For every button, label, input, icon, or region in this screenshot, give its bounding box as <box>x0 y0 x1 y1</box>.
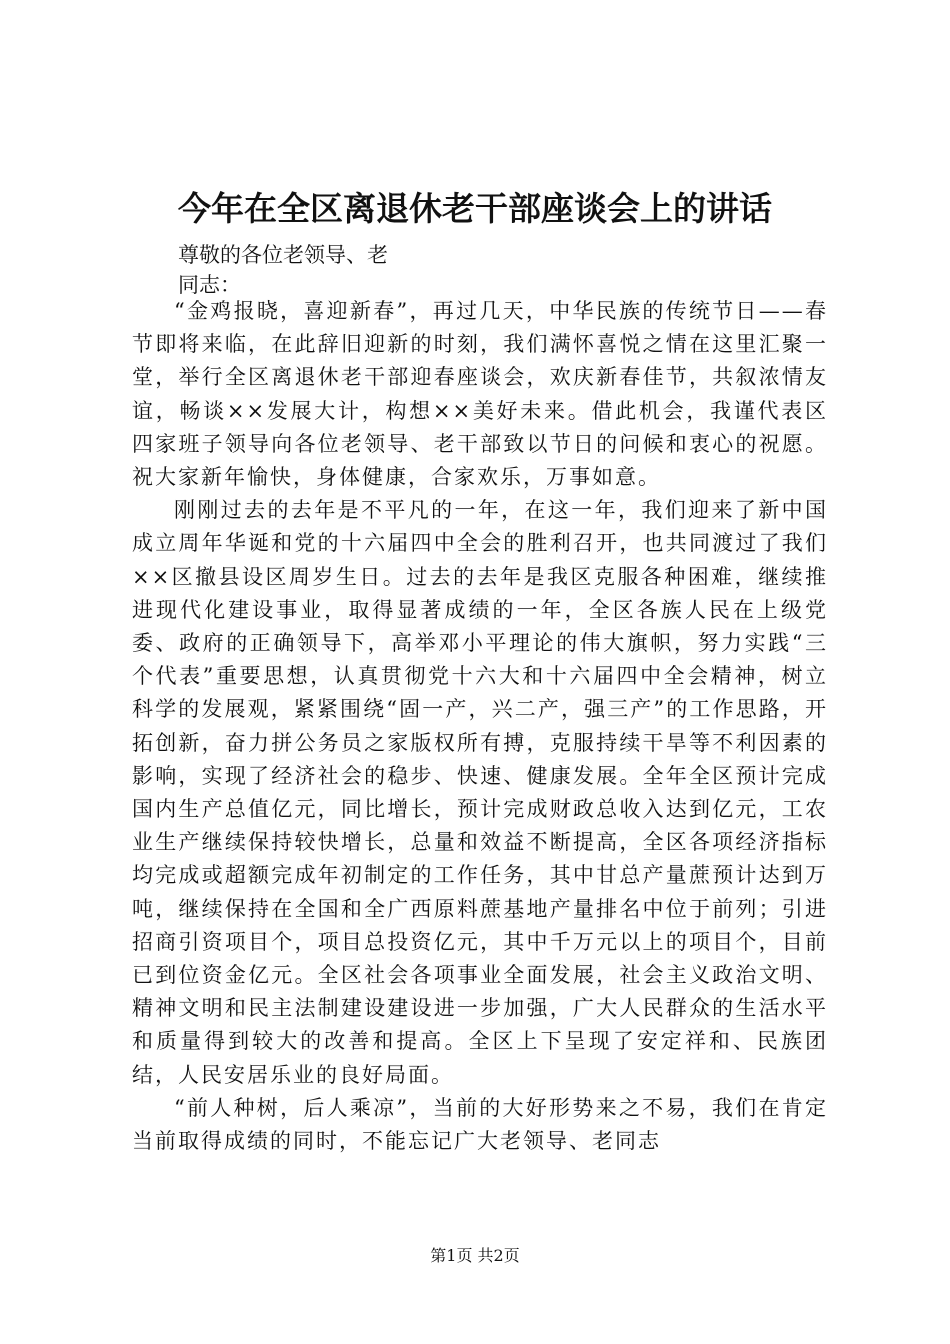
page-footer: 第1页 共2页 <box>430 1246 520 1265</box>
document-title: 今年在全区离退休老干部座谈会上的讲话 <box>178 189 772 228</box>
salutation-line-1: 尊敬的各位老领导、老 <box>178 243 388 267</box>
paragraph-2: 刚刚过去的去年是不平凡的一年，在这一年，我们迎来了新中国成立周年华诞和党的十六届四中全会的胜利召开，也共同渡过了我们××区撤县设区周岁生日。过去的去年是我区克服各种困难，继续推进现代化建设事业，取得显著成绩的一年，全区各族人民在上级党委、政府的正确领导下，高举邓小平理论的伟大旗帜，努力实践“三个代表”重要思想，认真贯彻党十六大和十六届四中全会精神，树立科学的发展观，紧紧围绕“固一产，兴二产，强三产”的工作思路，开拓创新，奋力拼公务员之家版权所有搏，克服持续干旱等不利因素的影响，实现了经济社会的稳步、快速、健康发展。全年全区预计完成国内生产总值亿元，同比增长，预计完成财政总收入达到亿元，工农业生产继续保持较快增长，总量和效益不断提高，全区各项经济指标均完成或超额完成年初制定的工作任务，其中甘总产量蔗预计达到万吨，继续保持在全国和全广西原料蔗基地产量排名中位于前列；引进招商引资项目个，项目总投资亿元，其中千万元以上的项目个，目前已到位资金亿元。全区社会各项事业全面发展，社会主义政治文明、精神文明和民主法制建设建设进一步加强，广大人民群众的生活水平和质量得到较大的改善和提高。全区上下呈现了安定祥和、民族团结，人民安居乐业的良好局面。 <box>132 498 828 1087</box>
paragraph-3: “前人种树，后人乘凉”，当前的大好形势来之不易，我们在肯定当前取得成绩的同时，不能忘记广大老领导、老同志 <box>132 1095 828 1154</box>
paragraph-1: “金鸡报晓，喜迎新春”，再过几天，中华民族的传统节日——春节即将来临，在此辞旧迎新的时刻，我们满怀喜悦之情在这里汇聚一堂，举行全区离退休老干部迎春座谈会，欢庆新春佳节，共叙浓情友谊，畅谈××发展大计，构想××美好未来。借此机会，我谨代表区四家班子领导向各位老领导、老干部致以节日的问候和衷心的祝愿。祝大家新年愉快，身体健康，合家欢乐，万事如意。 <box>132 299 828 490</box>
salutation-line-2: 同志： <box>178 273 241 297</box>
document-body <box>132 295 828 1158</box>
